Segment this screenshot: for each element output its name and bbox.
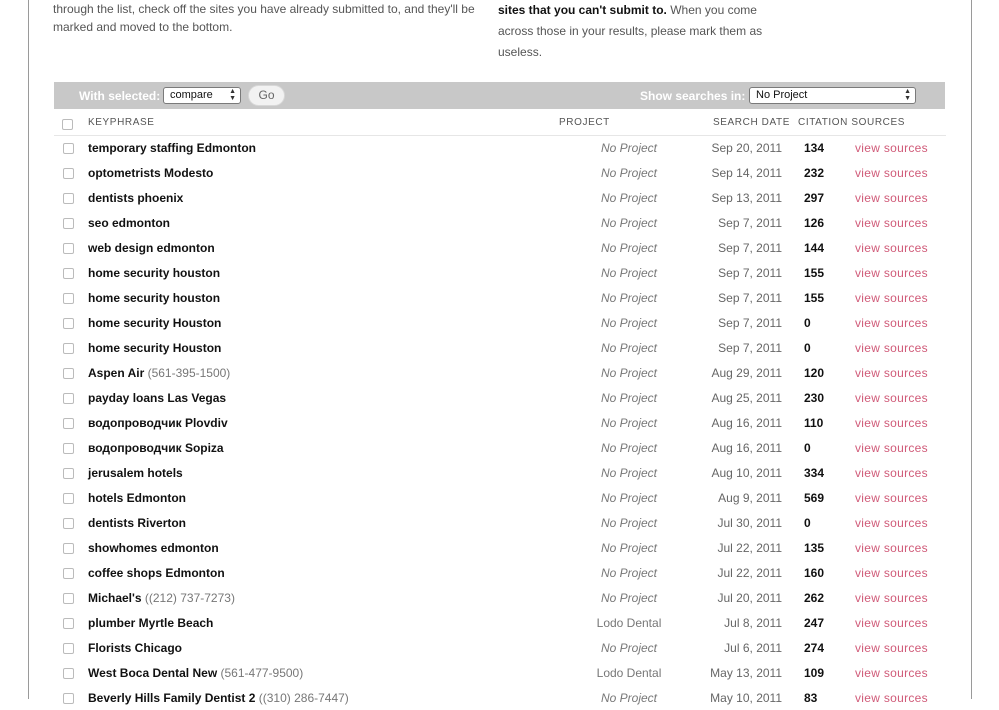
- project-cell: No Project: [600, 366, 658, 380]
- row-checkbox[interactable]: [63, 143, 74, 154]
- keyphrase-link[interactable]: [88, 241, 215, 255]
- project-cell: No Project: [600, 341, 658, 355]
- intro-left-line-2: marked and moved to the bottom.: [53, 20, 233, 34]
- project-cell: No Project: [600, 591, 658, 605]
- search-date-cell: Sep 7, 2011: [718, 291, 782, 305]
- table-row: [54, 535, 946, 560]
- row-checkbox[interactable]: [63, 443, 74, 454]
- project-cell: No Project: [600, 291, 658, 305]
- intro-right-line-3: useless.: [498, 45, 543, 59]
- phone-number: ((310) 286-7447): [258, 691, 349, 705]
- citation-count: 120: [804, 366, 825, 380]
- view-sources-link[interactable]: view sources: [855, 466, 928, 480]
- view-sources-link[interactable]: view sources: [855, 516, 928, 530]
- table-header: [54, 110, 946, 136]
- keyphrase-link[interactable]: [88, 291, 220, 305]
- table-row: [54, 660, 946, 685]
- table-row: [54, 635, 946, 660]
- bulk-action-toolbar: [54, 82, 945, 109]
- row-checkbox[interactable]: [63, 243, 74, 254]
- citation-count: 230: [804, 391, 825, 405]
- project-cell: Lodo Dental: [596, 666, 662, 680]
- column-header-project[interactable]: PROJECT: [559, 117, 610, 128]
- keyphrase-text: showhomes edmonton: [88, 541, 219, 555]
- view-sources-link[interactable]: view sources: [855, 316, 928, 330]
- view-sources-link[interactable]: view sources: [855, 241, 928, 255]
- keyphrase-text: West Boca Dental New: [88, 666, 218, 680]
- keyphrase-text: jerusalem hotels: [88, 466, 183, 480]
- table-row: [54, 210, 946, 235]
- keyphrase-link[interactable]: [88, 416, 228, 430]
- select-arrows-icon: ▲ ▼: [229, 88, 236, 102]
- search-date-cell: Sep 7, 2011: [718, 266, 782, 280]
- table-row: [54, 335, 946, 360]
- citation-count: 134: [804, 141, 825, 155]
- search-date-cell: Jul 6, 2011: [724, 641, 782, 655]
- view-sources-link[interactable]: view sources: [855, 191, 928, 205]
- search-date-cell: Sep 7, 2011: [718, 316, 782, 330]
- table-row: [54, 685, 946, 710]
- view-sources-link[interactable]: view sources: [855, 266, 928, 280]
- search-date-cell: Aug 29, 2011: [711, 366, 782, 380]
- phone-number: (561-395-1500): [147, 366, 231, 380]
- search-date-cell: Sep 7, 2011: [718, 216, 782, 230]
- keyphrase-text: Aspen Air: [88, 366, 145, 380]
- search-date-cell: Jul 30, 2011: [717, 516, 782, 530]
- citation-count: 135: [804, 541, 825, 555]
- row-checkbox[interactable]: [63, 393, 74, 404]
- intro-text-left: [53, 0, 493, 36]
- table-row: [54, 135, 946, 160]
- row-checkbox[interactable]: [63, 218, 74, 229]
- project-cell: No Project: [600, 516, 658, 530]
- citation-count: 83: [804, 691, 818, 705]
- citation-count: 0: [804, 516, 811, 530]
- table-row: [54, 235, 946, 260]
- citation-count: 0: [804, 441, 811, 455]
- keyphrase-link[interactable]: [88, 541, 219, 555]
- citation-count: 160: [804, 566, 825, 580]
- project-cell: No Project: [600, 691, 658, 705]
- column-header-citation-sources[interactable]: CITATION SOURCES: [798, 117, 906, 128]
- citation-count: 0: [804, 341, 811, 355]
- project-cell: No Project: [600, 316, 658, 330]
- view-sources-link[interactable]: view sources: [855, 366, 928, 380]
- view-sources-link[interactable]: view sources: [855, 441, 928, 455]
- bulk-action-select[interactable]: [163, 87, 241, 104]
- search-date-cell: Aug 10, 2011: [711, 466, 782, 480]
- keyphrase-text: web design edmonton: [88, 241, 215, 255]
- table-row: [54, 510, 946, 535]
- phone-number: ((212) 737-7273): [144, 591, 235, 605]
- search-date-cell: Aug 16, 2011: [711, 441, 782, 455]
- keyphrase-text: payday loans Las Vegas: [88, 391, 227, 405]
- view-sources-link[interactable]: view sources: [855, 491, 928, 505]
- citation-count: 232: [804, 166, 825, 180]
- view-sources-link[interactable]: view sources: [855, 566, 928, 580]
- table-row: [54, 610, 946, 635]
- row-checkbox[interactable]: [63, 368, 74, 379]
- row-checkbox[interactable]: [63, 468, 74, 479]
- search-date-cell: May 10, 2011: [710, 691, 782, 705]
- select-all-checkbox[interactable]: [62, 119, 73, 130]
- row-checkbox[interactable]: [63, 618, 74, 629]
- keyphrase-text: home security Houston: [88, 341, 222, 355]
- citation-count: 334: [804, 466, 825, 480]
- project-cell: No Project: [600, 241, 658, 255]
- keyphrase-link[interactable]: [88, 216, 170, 230]
- intro-left-line-1: through the list, check off the sites you have already submitted to, and they'll be: [53, 2, 475, 16]
- row-checkbox[interactable]: [63, 293, 74, 304]
- keyphrase-text: home security Houston: [88, 316, 222, 330]
- keyphrase-link[interactable]: [88, 616, 213, 630]
- keyphrase-link[interactable]: [88, 566, 225, 580]
- keyphrase-link[interactable]: [88, 341, 221, 355]
- table-row: [54, 410, 946, 435]
- keyphrase-text: home security houston: [88, 266, 221, 280]
- column-header-search-date[interactable]: SEARCH DATE: [713, 117, 790, 128]
- keyphrase-link[interactable]: [88, 591, 235, 605]
- column-header-keyphrase[interactable]: KEYPHRASE: [88, 117, 155, 128]
- row-checkbox[interactable]: [63, 643, 74, 654]
- bulk-action-select-value: compare: [170, 89, 213, 101]
- keyphrase-link[interactable]: [88, 641, 182, 655]
- keyphrase-text: Beverly Hills Family Dentist 2: [88, 691, 256, 705]
- view-sources-link[interactable]: view sources: [855, 141, 928, 155]
- keyphrase-link[interactable]: [88, 516, 186, 530]
- keyphrase-text: seo edmonton: [88, 216, 171, 230]
- table-row: [54, 160, 946, 185]
- keyphrase-text: Florists Chicago: [88, 641, 183, 655]
- intro-text-right: [498, 0, 788, 63]
- project-cell: No Project: [600, 491, 658, 505]
- keyphrase-link[interactable]: [88, 141, 256, 155]
- go-button[interactable]: Go: [248, 85, 285, 106]
- keyphrase-text: plumber Myrtle Beach: [88, 616, 214, 630]
- keyphrase-link[interactable]: [88, 391, 226, 405]
- row-checkbox[interactable]: [63, 193, 74, 204]
- view-sources-link[interactable]: view sources: [855, 641, 928, 655]
- intro-right-line-2: across those in your results, please mark them as: [498, 24, 763, 38]
- citation-count: 247: [804, 616, 825, 630]
- table-row: [54, 285, 946, 310]
- citation-count: 274: [804, 641, 825, 655]
- table-row: [54, 310, 946, 335]
- table-row: [54, 560, 946, 585]
- citation-count: 155: [804, 291, 825, 305]
- search-date-cell: May 13, 2011: [710, 666, 782, 680]
- search-date-cell: Jul 20, 2011: [717, 591, 782, 605]
- row-checkbox[interactable]: [63, 168, 74, 179]
- keyphrase-text: temporary staffing Edmonton: [88, 141, 257, 155]
- table-row: [54, 185, 946, 210]
- search-date-cell: Aug 25, 2011: [711, 391, 782, 405]
- project-cell: No Project: [600, 466, 658, 480]
- table-row: [54, 435, 946, 460]
- search-date-cell: Sep 7, 2011: [718, 241, 782, 255]
- project-filter-select-value: No Project: [756, 89, 808, 101]
- keyphrase-link[interactable]: [88, 666, 303, 680]
- table-row: [54, 385, 946, 410]
- row-checkbox[interactable]: [63, 318, 74, 329]
- project-cell: No Project: [600, 566, 658, 580]
- keyphrase-text: home security houston: [88, 291, 221, 305]
- project-cell: No Project: [600, 166, 658, 180]
- with-selected-label: With selected:: [79, 89, 161, 103]
- search-date-cell: Jul 8, 2011: [724, 616, 782, 630]
- show-searches-label: Show searches in:: [640, 89, 746, 103]
- keyphrase-text: hotels Edmonton: [88, 491, 186, 505]
- row-checkbox[interactable]: [63, 268, 74, 279]
- view-sources-link[interactable]: view sources: [855, 691, 928, 705]
- table-row: [54, 485, 946, 510]
- project-cell: Lodo Dental: [596, 616, 662, 630]
- view-sources-link[interactable]: view sources: [855, 541, 928, 555]
- search-date-cell: Sep 13, 2011: [711, 191, 782, 205]
- table-row: [54, 260, 946, 285]
- view-sources-link[interactable]: view sources: [855, 416, 928, 430]
- citation-count: 155: [804, 266, 825, 280]
- keyphrase-text: Michael's: [88, 591, 142, 605]
- project-cell: No Project: [600, 416, 658, 430]
- table-row: [54, 585, 946, 610]
- table-row: [54, 360, 946, 385]
- row-checkbox[interactable]: [63, 568, 74, 579]
- keyphrase-text: водопроводчик Sopiza: [88, 441, 224, 455]
- view-sources-link[interactable]: view sources: [855, 591, 928, 605]
- view-sources-link[interactable]: view sources: [855, 291, 928, 305]
- project-cell: No Project: [600, 541, 658, 555]
- keyphrase-text: водопроводчик Plovdiv: [88, 416, 228, 430]
- keyphrase-link[interactable]: [88, 441, 224, 455]
- keyphrase-text: optometrists Modesto: [88, 166, 214, 180]
- project-cell: No Project: [600, 441, 658, 455]
- phone-number: (561-477-9500): [220, 666, 304, 680]
- view-sources-link[interactable]: view sources: [855, 616, 928, 630]
- keyphrase-link[interactable]: [88, 316, 221, 330]
- project-cell: No Project: [600, 391, 658, 405]
- row-checkbox[interactable]: [63, 518, 74, 529]
- table-row: [54, 460, 946, 485]
- search-date-cell: Sep 20, 2011: [711, 141, 782, 155]
- citation-count: 126: [804, 216, 825, 230]
- row-checkbox[interactable]: [63, 493, 74, 504]
- search-date-cell: Jul 22, 2011: [717, 541, 782, 555]
- intro-right-line-1: [498, 0, 788, 21]
- project-cell: No Project: [600, 191, 658, 205]
- citation-count: 569: [804, 491, 825, 505]
- view-sources-link[interactable]: view sources: [855, 216, 928, 230]
- project-cell: No Project: [600, 216, 658, 230]
- select-arrows-icon: ▲ ▼: [904, 88, 911, 102]
- project-filter-select[interactable]: [749, 87, 916, 104]
- project-cell: No Project: [600, 141, 658, 155]
- keyphrase-link[interactable]: [88, 691, 349, 705]
- search-date-cell: Sep 7, 2011: [718, 341, 782, 355]
- row-checkbox[interactable]: [63, 543, 74, 554]
- intro-right-bold: sites that you can't submit to.: [498, 3, 667, 17]
- citation-count: 144: [804, 241, 825, 255]
- keyphrase-text: dentists Riverton: [88, 516, 187, 530]
- search-date-cell: Sep 14, 2011: [711, 166, 782, 180]
- citation-count: 0: [804, 316, 811, 330]
- keyphrase-link[interactable]: [88, 491, 186, 505]
- keyphrase-link[interactable]: [88, 191, 183, 205]
- view-sources-link[interactable]: view sources: [855, 391, 928, 405]
- citation-count: 109: [804, 666, 825, 680]
- keyphrase-link[interactable]: [88, 366, 230, 380]
- view-sources-link[interactable]: view sources: [855, 666, 928, 680]
- search-date-cell: Aug 9, 2011: [718, 491, 782, 505]
- intro-right-rest: When you come: [666, 3, 757, 17]
- row-checkbox[interactable]: [63, 668, 74, 679]
- row-checkbox[interactable]: [63, 343, 74, 354]
- row-checkbox[interactable]: [63, 418, 74, 429]
- view-sources-link[interactable]: view sources: [855, 341, 928, 355]
- row-checkbox[interactable]: [63, 593, 74, 604]
- keyphrase-text: dentists phoenix: [88, 191, 184, 205]
- view-sources-link[interactable]: view sources: [855, 166, 928, 180]
- citation-count: 110: [804, 416, 824, 430]
- citation-count: 262: [804, 591, 825, 605]
- keyphrase-text: coffee shops Edmonton: [88, 566, 225, 580]
- citation-count: 297: [804, 191, 825, 205]
- search-date-cell: Jul 22, 2011: [717, 566, 782, 580]
- keyphrase-link[interactable]: [88, 166, 213, 180]
- keyphrase-link[interactable]: [88, 266, 220, 280]
- search-date-cell: Aug 16, 2011: [711, 416, 782, 430]
- project-cell: No Project: [600, 641, 658, 655]
- keyphrase-link[interactable]: [88, 466, 183, 480]
- project-cell: No Project: [600, 266, 658, 280]
